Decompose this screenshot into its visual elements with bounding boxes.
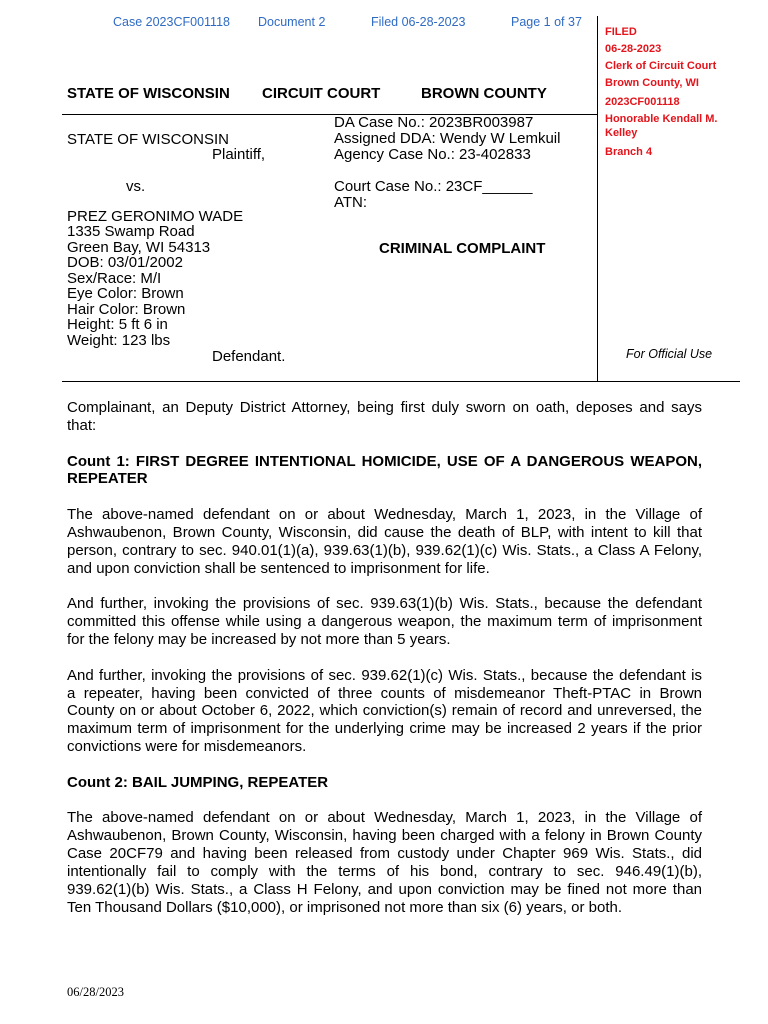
count-1-charge-paragraph: [67, 506, 702, 577]
paragraph-line: that:: [67, 416, 97, 434]
heading-county: BROWN COUNTY: [421, 85, 547, 102]
defendant-details: [67, 209, 243, 348]
court-case-number: Court Case No.: 23CF______: [334, 178, 533, 195]
paragraph-line: And further, invoking the provisions of sec. 939.63(1)(b) Wis. Stats., because the defendant: [67, 595, 702, 613]
atn-field: ATN:: [334, 194, 368, 211]
paragraph-line: And further, invoking the provisions of sec. 939.62(1)(c) Wis. Stats., because the defendant is: [67, 666, 702, 684]
paragraph-line: a repeater, having been convicted of three counts of misdemeanor Theft-PTAC in Brown: [67, 684, 702, 702]
paragraph-line: 939.62(1)(b) Wis. Stats., a Class H Felony, and upon conviction may be fined not more than: [67, 880, 702, 898]
caption-bottom-rule: [62, 381, 740, 382]
paragraph-line: Ashwaubenon, Brown County, Wisconsin, having been charged with a felony in Brown County: [67, 827, 702, 845]
count-1-weapon-enhancer-paragraph: [67, 595, 702, 649]
paragraph-line: County on or about October 6, 2022, which conviction(s) remain of record and unreversed, the: [67, 702, 702, 720]
defendant-hair-color: Hair Color: Brown: [67, 300, 186, 318]
paragraph-line: Ashwaubenon, Brown County, Wisconsin, did cause the death of BLP, with intent to kill that: [67, 523, 702, 541]
paragraph-line: Case 20CF79 and having been released from custody under Chapter 969 Wis. Stats., did: [67, 845, 702, 863]
efile-filed-date: Filed 06-28-2023: [371, 15, 466, 29]
document-title: CRIMINAL COMPLAINT: [379, 240, 546, 257]
count-1-heading: [67, 453, 702, 489]
paragraph-line: for the felony may be increased by not more than 5 years.: [67, 630, 451, 648]
assigned-dda: Assigned DDA: Wendy W Lemkuil: [334, 130, 561, 147]
heading-state: STATE OF WISCONSIN: [67, 85, 230, 102]
official-use-label: For Official Use: [626, 347, 713, 361]
plaintiff-name: STATE OF WISCONSIN: [67, 131, 229, 148]
defendant-sex-race: Sex/Race: M/I: [67, 269, 162, 287]
heading-court: CIRCUIT COURT: [262, 85, 381, 102]
defendant-eye-color: Eye Color: Brown: [67, 285, 184, 303]
paragraph-line: Ten Thousand Dollars ($10,000), or imprisoned not more than six (6) years, or both.: [67, 898, 622, 916]
stamp-column-divider: [597, 16, 598, 382]
intro-paragraph: [67, 399, 702, 435]
stamp-case-number: 2023CF001118: [605, 96, 680, 108]
paragraph-line: person, contrary to sec. 940.01(1)(a), 939.63(1)(b), 939.62(1)(c) Wis. Stats., a Class A Felony,: [67, 541, 702, 559]
heading-line: REPEATER: [67, 470, 148, 488]
paragraph-line: convictions were for misdemeanors.: [67, 738, 307, 756]
defendant-weight: Weight: 123 lbs: [67, 331, 171, 349]
plaintiff-label: Plaintiff,: [212, 146, 266, 163]
defendant-street: 1335 Swamp Road: [67, 223, 195, 241]
paragraph-line: committed this offense while using a dangerous weapon, the maximum term of imprisonment: [67, 613, 702, 631]
heading-line: Count 1: FIRST DEGREE INTENTIONAL HOMICIDE, USE OF A DANGEROUS WEAPON,: [67, 452, 702, 470]
count-1-repeater-enhancer-paragraph: [67, 667, 702, 756]
count-2-heading: [67, 774, 702, 792]
stamp-county: Brown County, WI: [605, 77, 699, 89]
paragraph-line: The above-named defendant on or about Wednesday, March 1, 2023, in the Village of: [67, 506, 702, 524]
paragraph-line: and upon conviction shall be sentenced to imprisonment for life.: [67, 559, 490, 577]
paragraph-line: The above-named defendant on or about Wednesday, March 1, 2023, in the Village of: [67, 809, 702, 827]
da-case-number: DA Case No.: 2023BR003987: [334, 114, 534, 131]
efile-case-number: Case 2023CF001118: [113, 15, 230, 29]
defendant-name: PREZ GERONIMO WADE: [67, 208, 244, 225]
paragraph-line: Complainant, an Deputy District Attorney, being first duly sworn on oath, deposes and says: [67, 399, 702, 416]
stamp-judge-line-1: Honorable Kendall M.: [605, 113, 718, 125]
stamp-judge-line-2: Kelley: [605, 127, 638, 139]
stamp-branch: Branch 4: [605, 146, 653, 158]
complaint-body: [67, 399, 702, 934]
stamp-status: FILED: [605, 26, 637, 38]
defendant-dob: DOB: 03/01/2002: [67, 254, 183, 272]
case-identifiers: [334, 115, 560, 163]
defendant-height: Height: 5 ft 6 in: [67, 316, 168, 334]
heading-line: Count 2: BAIL JUMPING, REPEATER: [67, 773, 329, 791]
versus-label: vs.: [126, 178, 146, 195]
efile-page-count: Page 1 of 37: [511, 15, 582, 29]
defendant-city: Green Bay, WI 54313: [67, 238, 211, 256]
stamp-date: 06-28-2023: [605, 43, 662, 55]
defendant-label: Defendant.: [212, 348, 286, 365]
paragraph-line: maximum term of imprisonment for the underlying crime may be increased 2 years if the prior: [67, 720, 702, 738]
footer-date: 06/28/2023: [67, 985, 124, 999]
efile-document-number: Document 2: [258, 15, 326, 29]
stamp-clerk: Clerk of Circuit Court: [605, 60, 717, 72]
paragraph-line: intentionally fail to comply with the terms of his bond, contrary to sec. 946.49(1)(b),: [67, 862, 702, 880]
count-2-charge-paragraph: [67, 809, 702, 916]
agency-case-number: Agency Case No.: 23-402833: [334, 146, 531, 163]
